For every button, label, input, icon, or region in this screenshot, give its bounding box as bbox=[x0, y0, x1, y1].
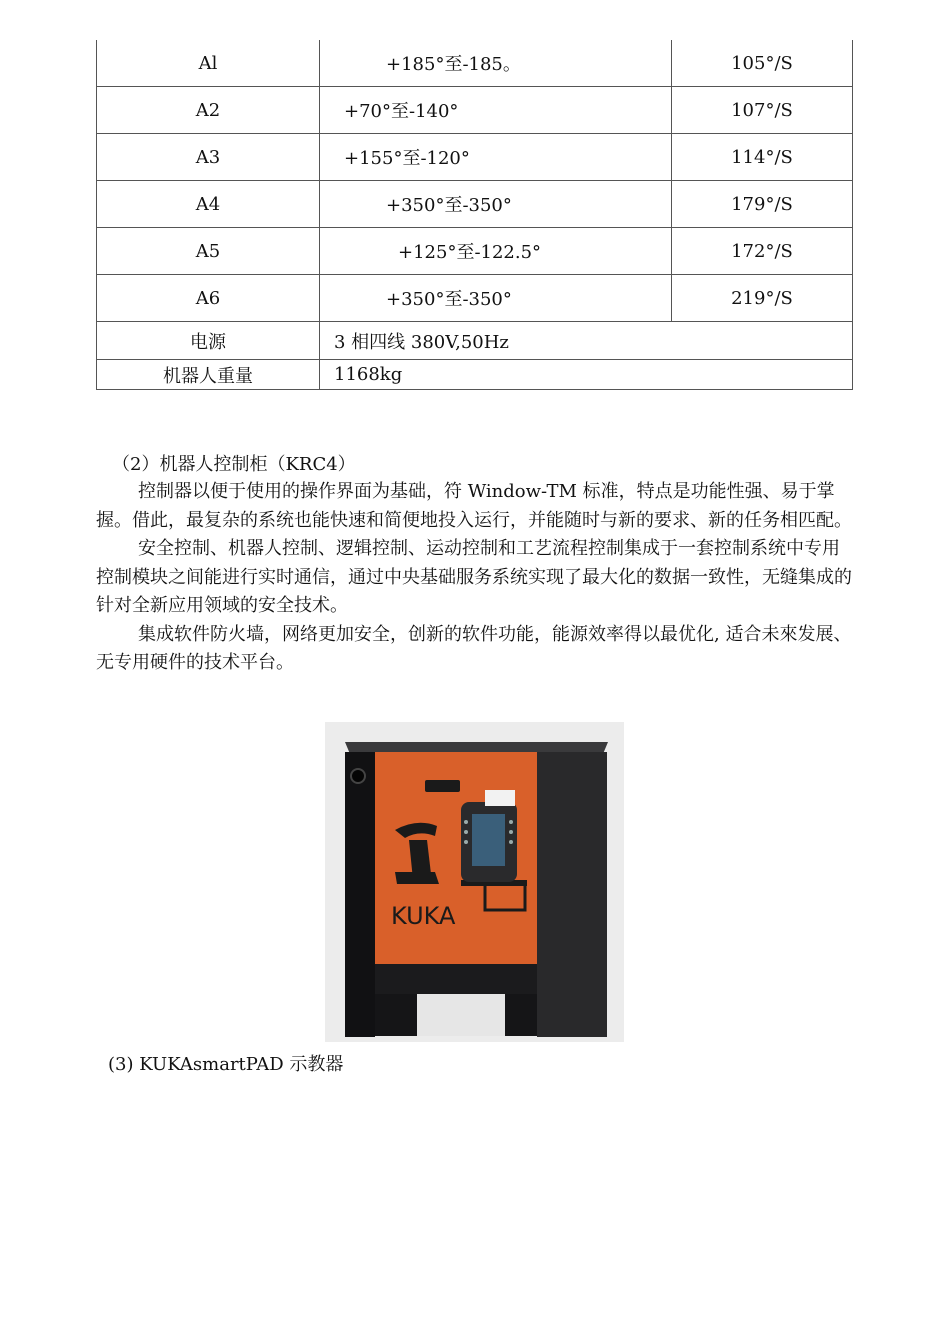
smartpad-screen bbox=[472, 814, 505, 866]
pendant-cable-tag bbox=[485, 790, 515, 806]
paragraph: 安全控制、机器人控制、逻辑控制、运动控制和工艺流程控制集成于一套控制系统中专用控制模块之间能进行实时通信，通过中央基础服务系统实现了最大化的数据一致性，无缝集成的针对全新应用领域的安全技术。 bbox=[96, 538, 852, 616]
cabinet-leg-left bbox=[375, 994, 417, 1036]
cabinet-base-gap bbox=[417, 994, 505, 1036]
paragraph: 控制器以便于使用的操作界面为基础，符 Window-TM 标准，特点是功能性强、易于掌握。借此，最复杂的系统也能快速和简便地投入运行，并能随时与新的要求、新的任务相匹配。 bbox=[96, 481, 852, 531]
pendant-key bbox=[464, 840, 468, 844]
axis-speed: 105°/S bbox=[672, 40, 853, 87]
power-switch-icon bbox=[351, 769, 365, 783]
krc4-cabinet-figure bbox=[325, 722, 624, 1042]
axis-range: +185°至-185。 bbox=[320, 40, 672, 87]
weight-value: 1168kg bbox=[320, 360, 853, 390]
axis-row bbox=[97, 87, 853, 134]
cabinet-left-side bbox=[345, 752, 375, 1037]
axis-name: A5 bbox=[97, 228, 320, 275]
paragraph: 集成软件防火墙，网络更加安全，创新的软件功能，能源效率得以最优化, 适合未來发展、无专用硬件的技术平台。 bbox=[96, 623, 852, 673]
axis-name: A4 bbox=[97, 181, 320, 228]
axis-range: +125°至-122.5° bbox=[320, 228, 672, 275]
axis-table-body bbox=[97, 40, 853, 322]
cabinet-leg-right bbox=[505, 994, 537, 1036]
weight-row bbox=[97, 360, 853, 390]
robot-spec-table bbox=[96, 40, 853, 390]
axis-speed: 179°/S bbox=[672, 181, 853, 228]
axis-speed: 114°/S bbox=[672, 134, 853, 181]
axis-row bbox=[97, 40, 853, 87]
axis-name: A2 bbox=[97, 87, 320, 134]
section-3-caption: (3) KUKAsmartPAD 示教器 bbox=[108, 1054, 344, 1075]
kuka-brand-text: KUKA bbox=[391, 902, 456, 930]
axis-name: Al bbox=[97, 40, 320, 87]
axis-name: A3 bbox=[97, 134, 320, 181]
axis-range: +350°至-350° bbox=[320, 181, 672, 228]
kuka-cabinet-illustration bbox=[325, 722, 624, 1042]
axis-row bbox=[97, 181, 853, 228]
pendant-key bbox=[464, 820, 468, 824]
axis-speed: 219°/S bbox=[672, 275, 853, 322]
axis-range: +350°至-350° bbox=[320, 275, 672, 322]
robot-arm-logo-base bbox=[395, 872, 439, 884]
cabinet-right-side bbox=[537, 752, 607, 1037]
axis-speed: 172°/S bbox=[672, 228, 853, 275]
power-label: 电源 bbox=[97, 322, 320, 360]
axis-row bbox=[97, 228, 853, 275]
axis-row bbox=[97, 134, 853, 181]
pendant-key bbox=[464, 830, 468, 834]
axis-range: +155°至-120° bbox=[320, 134, 672, 181]
section-2-heading: （2）机器人控制柜（KRC4） bbox=[112, 454, 356, 475]
pendant-key bbox=[509, 830, 513, 834]
weight-label: 机器人重量 bbox=[97, 360, 320, 390]
axis-row bbox=[97, 275, 853, 322]
pendant-key bbox=[509, 840, 513, 844]
pendant-key bbox=[509, 820, 513, 824]
power-row bbox=[97, 322, 853, 360]
axis-range: +70°至-140° bbox=[320, 87, 672, 134]
axis-speed: 107°/S bbox=[672, 87, 853, 134]
door-display-slot bbox=[425, 780, 460, 792]
axis-name: A6 bbox=[97, 275, 320, 322]
power-value: 3 相四线 380V,50Hz bbox=[320, 322, 853, 360]
cabinet-base bbox=[375, 964, 537, 994]
section-2-body bbox=[96, 478, 856, 678]
